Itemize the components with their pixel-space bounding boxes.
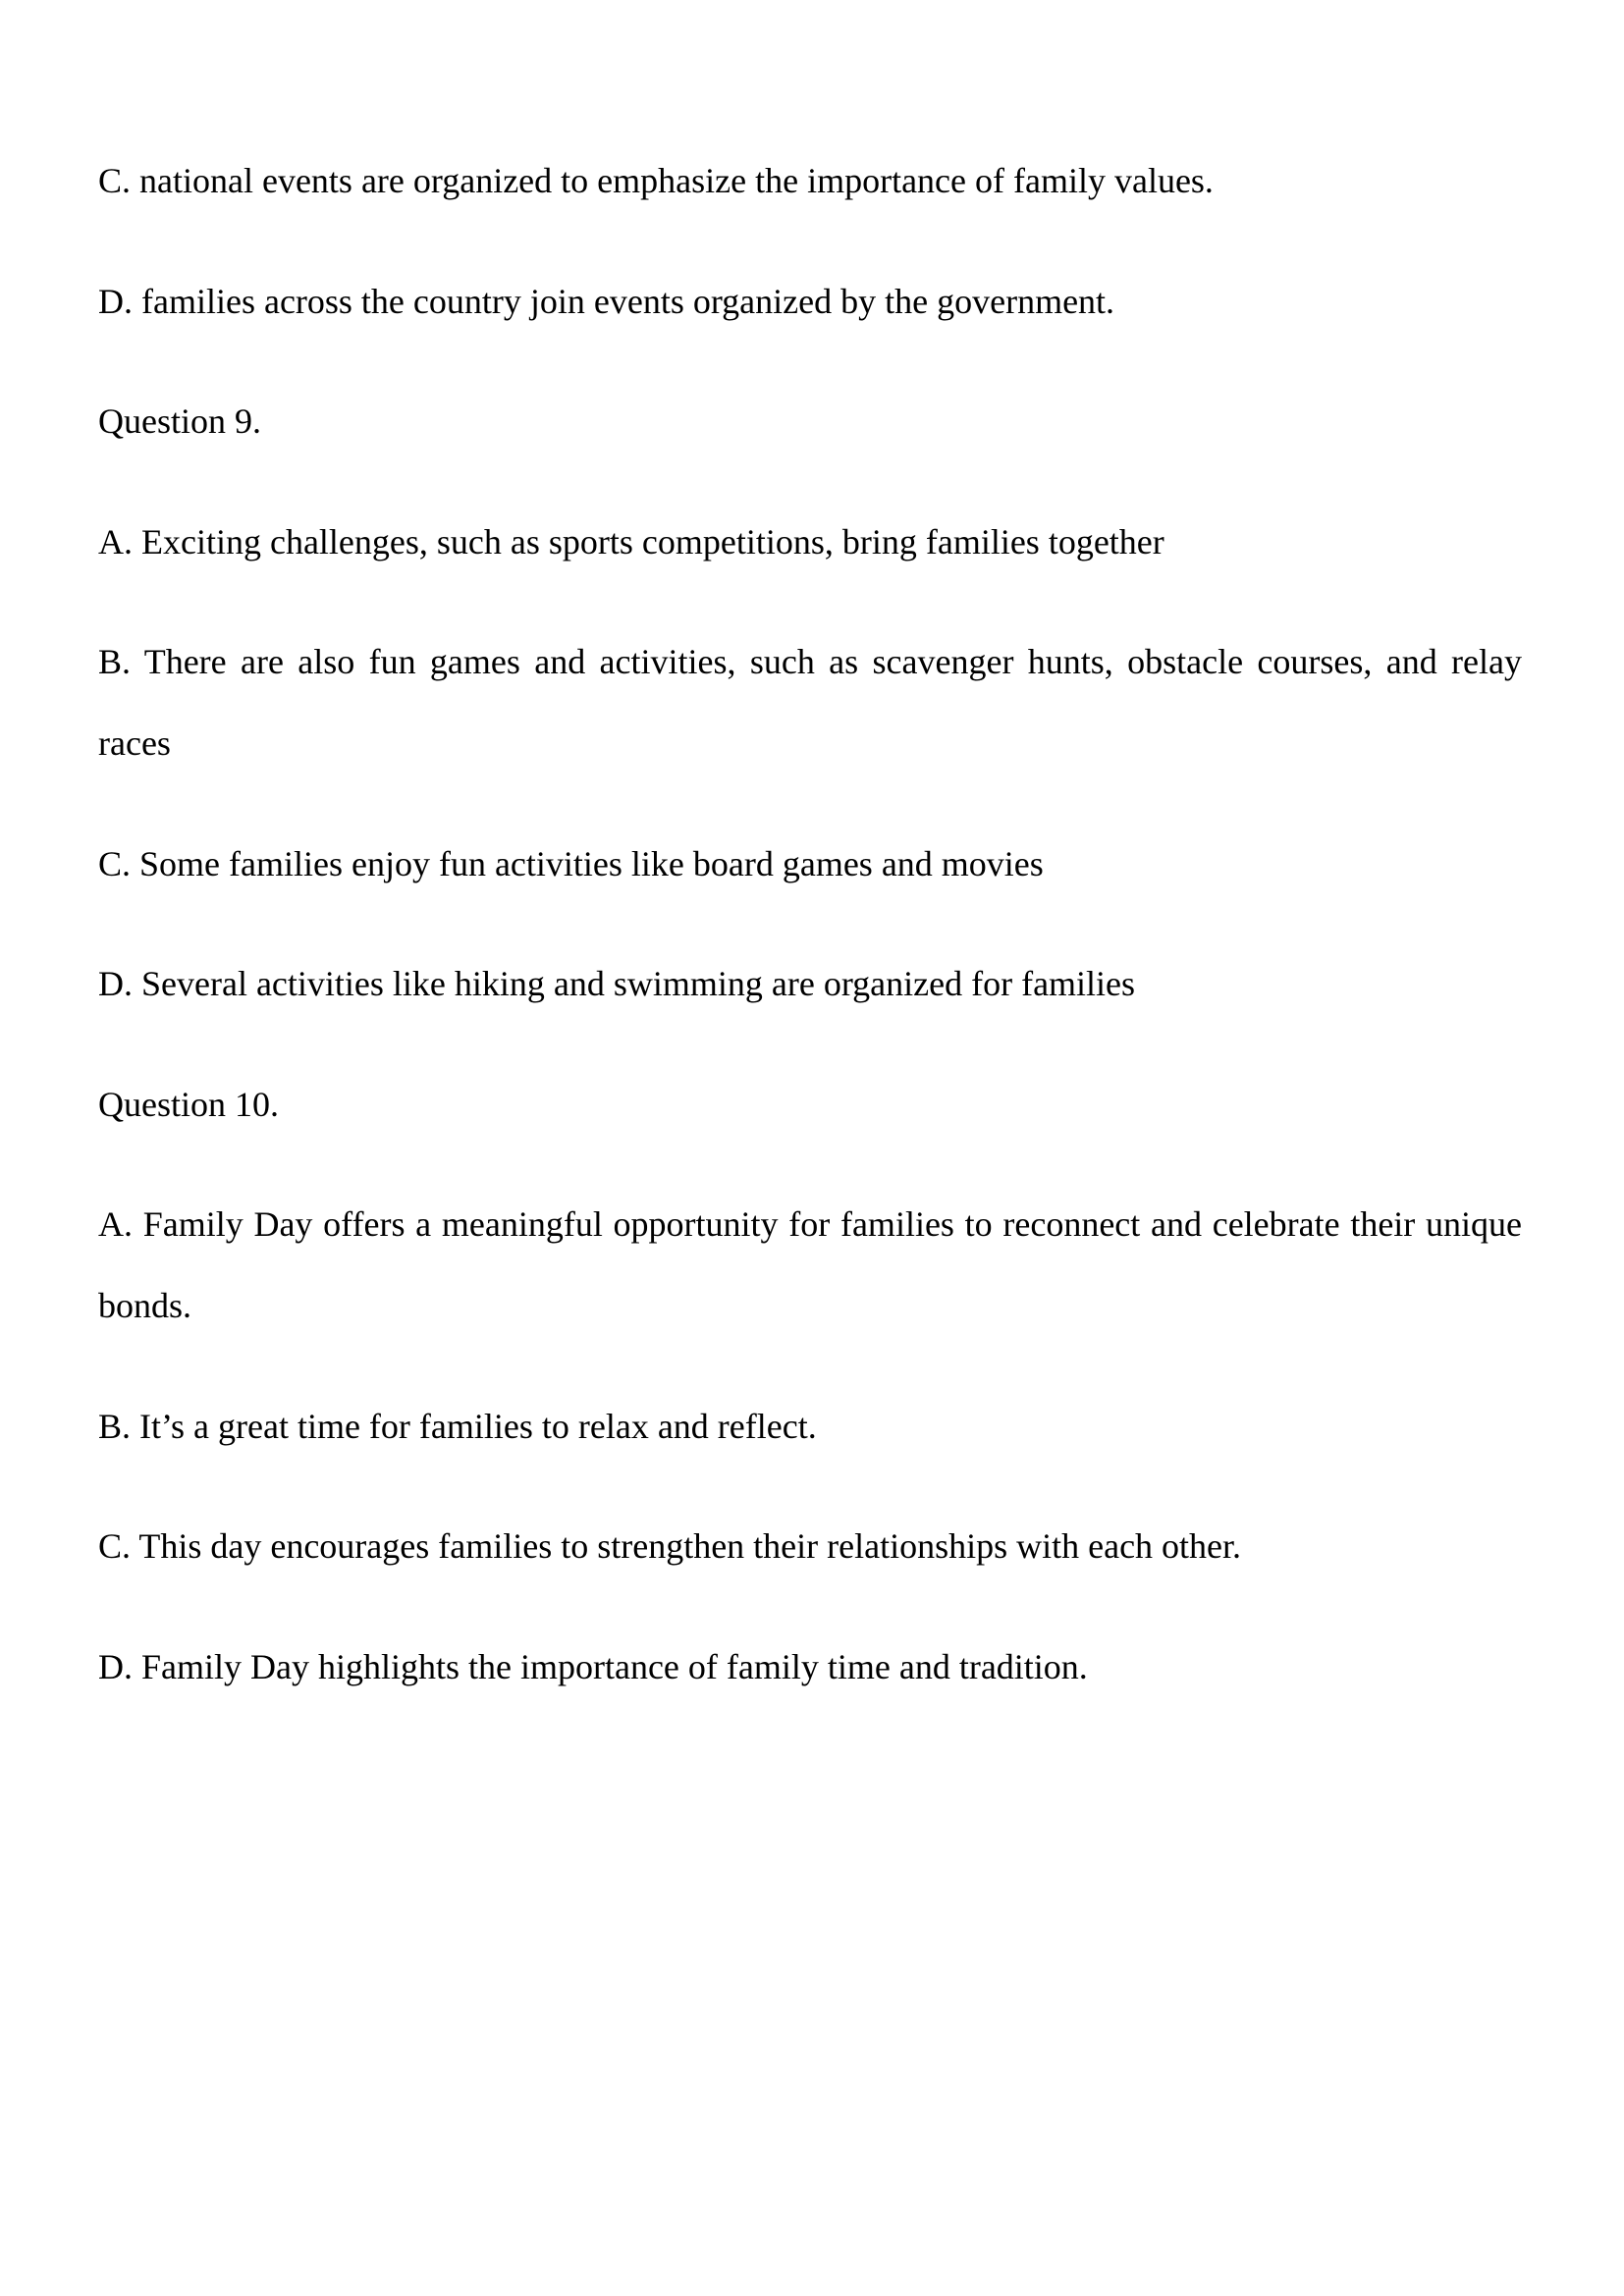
q10-option-a [98,1184,1522,1347]
q9-option-c [98,824,1522,905]
answer-option-text: B. It’s a great time for families to relax and reflect. [98,1406,817,1446]
question-label-text: Question 9. [98,401,261,441]
answer-option-text: B. There are also fun games and activities, such as scavenger hunts, obstacle courses, and relay [98,642,1522,681]
answer-option-text-continuation: races [98,723,171,763]
q9-option-d [98,943,1522,1025]
answer-option-text: A. Family Day offers a meaningful opportunity for families to reconnect and celebrate their unique [98,1204,1522,1244]
q9-option-b [98,621,1522,784]
answer-option-c [98,140,1522,222]
question-10-label [98,1064,1522,1146]
q10-option-d [98,1627,1522,1708]
answer-option-text: C. This day encourages families to strengthen their relationships with each other. [98,1526,1242,1566]
q9-option-a [98,502,1522,583]
answer-option-text: D. Several activities like hiking and swimming are organized for families [98,964,1136,1003]
answer-option-text-continuation: bonds. [98,1286,192,1325]
answer-option-text: D. families across the country join events organized by the government. [98,281,1115,321]
answer-option-text: C. national events are organized to emphasize the importance of family values. [98,161,1214,200]
answer-option-text: C. Some families enjoy fun activities like board games and movies [98,843,1044,883]
q10-option-c [98,1506,1522,1587]
answer-option-text: A. Exciting challenges, such as sports competitions, bring families together [98,521,1164,561]
answer-option-text: D. Family Day highlights the importance of family time and tradition. [98,1646,1088,1686]
question-label-text: Question 10. [98,1084,279,1124]
answer-option-d [98,261,1522,343]
q10-option-b [98,1386,1522,1468]
question-9-label [98,381,1522,462]
